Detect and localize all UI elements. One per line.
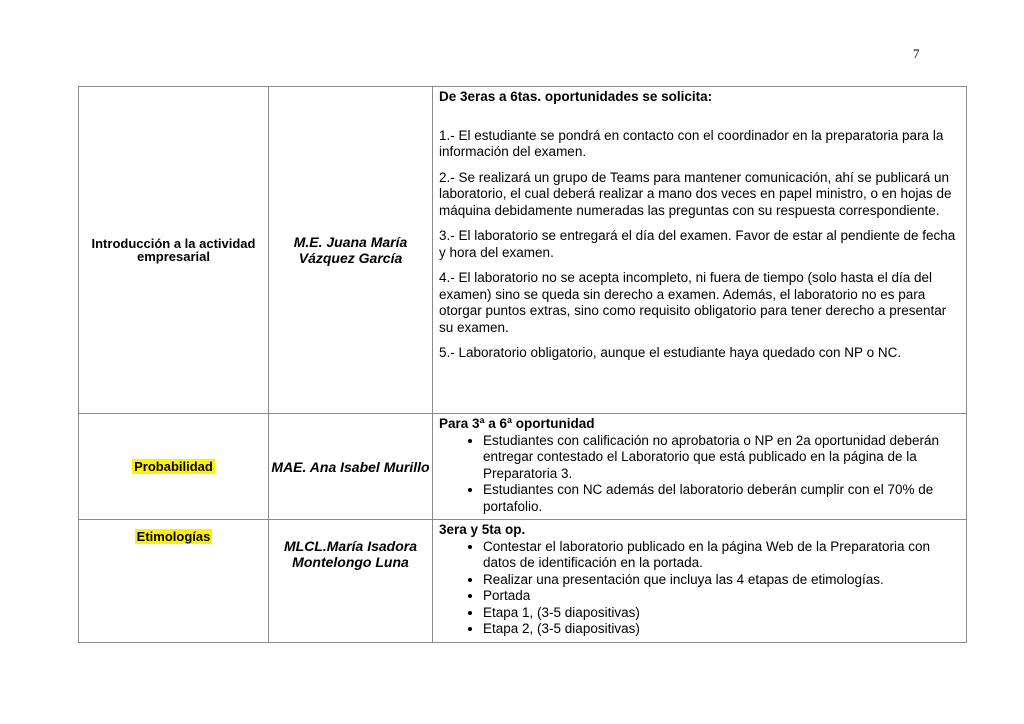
list-item: • Realizar una presentación que incluya las 4 etapas de etimologías. [483,572,960,589]
list-item: • Etapa 1, (3-5 diapositivas) [483,605,960,622]
teacher-cell [269,520,433,643]
requirement-paragraph: 5.- Laboratorio obligatorio, aunque el estudiante haya quedado con NP o NC. [439,345,902,360]
subject-name: Etimologías [136,529,211,544]
subject-cell [79,87,269,414]
teacher-cell [269,414,433,520]
teacher-name: MAE. Ana Isabel Murillo [271,458,430,475]
subject-cell [79,520,269,643]
teacher-cell [269,87,433,414]
teacher-name: MLCL.María Isadora Montelongo Luna [283,538,418,570]
requirement-paragraph: 1.- El estudiante se pondrá en contacto con el coordinador en la preparatoria para la información del examen. [439,127,944,159]
subject-name: Probabilidad [134,459,213,474]
requirements-title: De 3eras a 6tas. oportunidades se solicita: [439,89,713,104]
list-item: • Estudiantes con calificación no aprobatoria o NP en 2a oportunidad deberán entregar contestado el Laboratorio que está publicado en la página de la Preparatoria 3. [483,433,960,483]
requirement-paragraph: 3.- El laboratorio se entregará el día del examen. Favor de estar al pendiente de fecha y hora del examen. [439,228,956,260]
requirements-title: 3era y 5ta op. [439,522,526,537]
requirements-cell [433,414,967,520]
requirement-paragraph: 2.- Se realizará un grupo de Teams para mantener comunicación, ahí se publicará un laboratorio, el cual deberá realizar a mano dos veces en papel ministro, o en hojas de máquina debidamente numeradas las preguntas con su respuesta correspondiente. [439,169,952,218]
table-row [79,87,967,414]
requirements-cell [433,87,967,414]
requirements-title: Para 3ª a 6ª oportunidad [439,416,595,431]
list-item: • Portada [483,588,960,605]
subject-cell [79,414,269,520]
requirements-list [439,539,960,638]
page-number: 7 [913,46,920,61]
requirements-table [78,86,967,643]
subject-name: Introducción a la actividad empresarial [91,236,256,264]
list-item: • Estudiantes con NC además del laboratorio deberán cumplir con el 70% de portafolio. [483,482,960,515]
table-row [79,414,967,520]
teacher-name: M.E. Juana María Vázquez García [293,234,408,266]
requirement-paragraph: 4.- El laboratorio no se acepta incompleto, ni fuera de tiempo (solo hasta el día del examen) sino se queda sin derecho a examen. Además, el laboratorio no es para otorgar puntos extras, sino como requisito obligatorio para tener derecho a presentar su examen. [439,270,947,335]
requirements-cell [433,520,967,643]
list-item: • Contestar el laboratorio publicado en la página Web de la Preparatoria con datos de identificación en la portada. [483,539,960,572]
table-row [79,520,967,643]
requirements-list [439,433,960,516]
list-item: • Etapa 2, (3-5 diapositivas) [483,621,960,638]
